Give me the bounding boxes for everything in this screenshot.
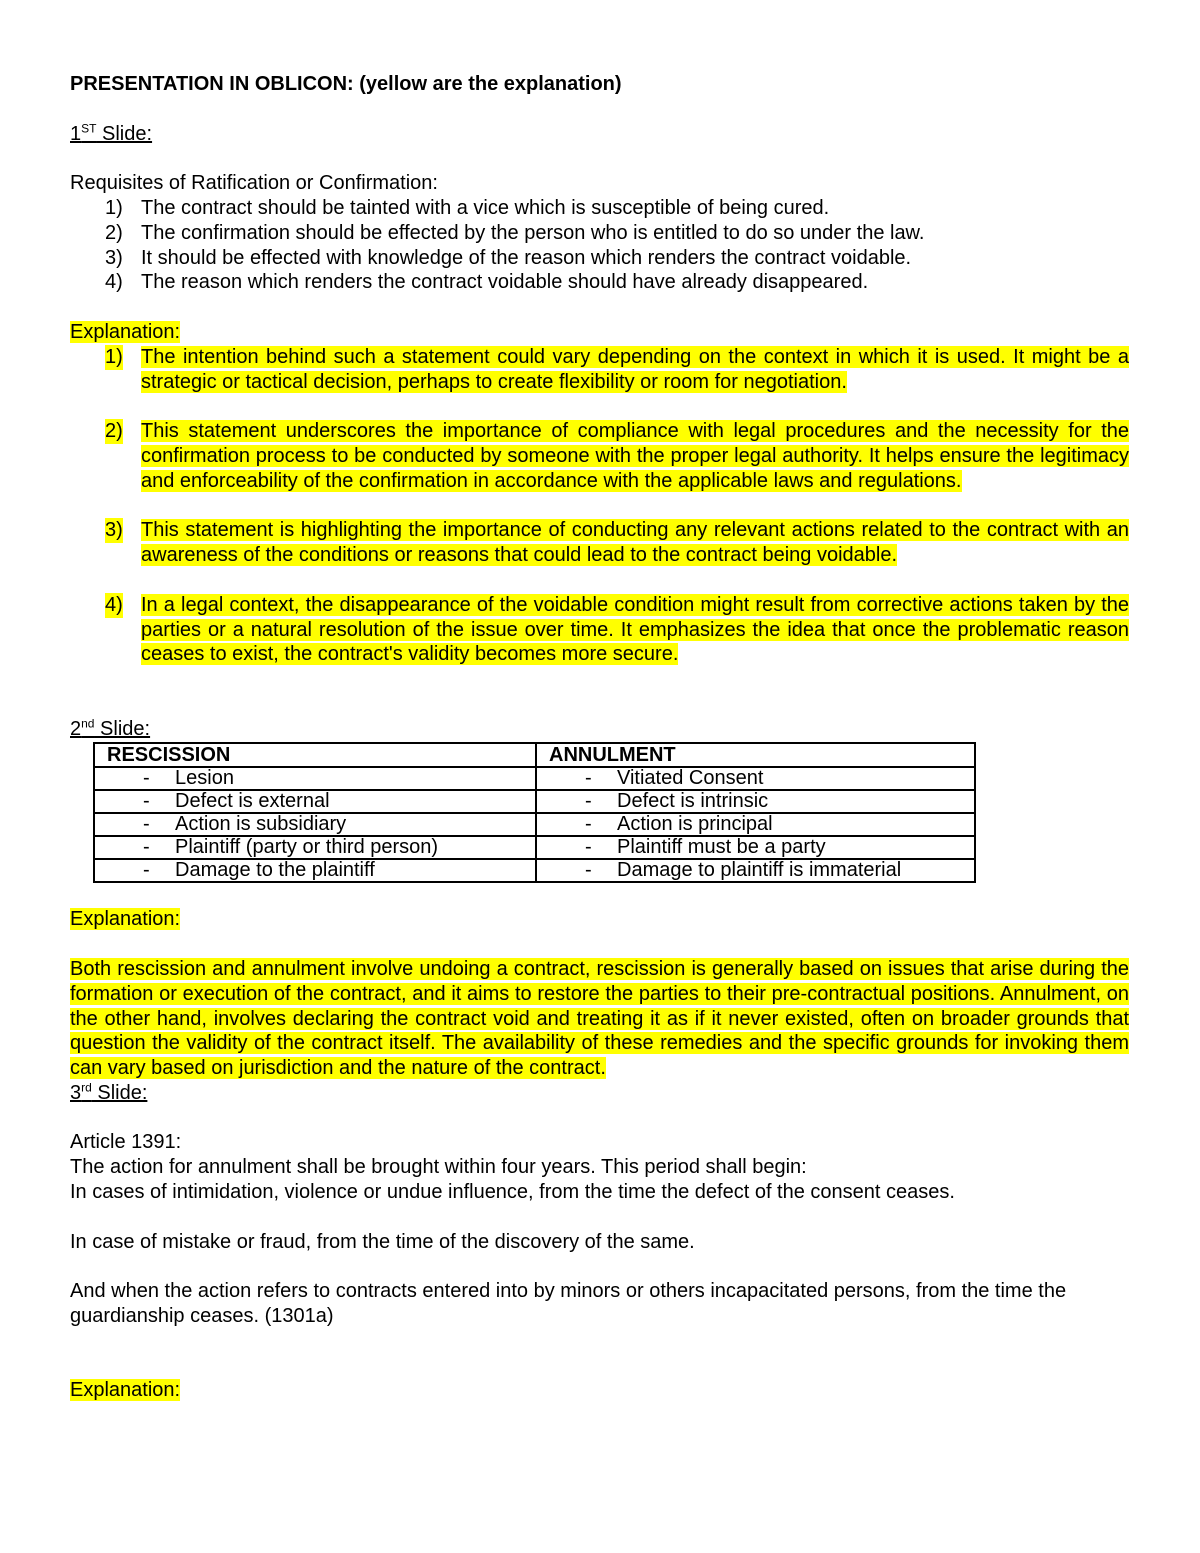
explanation-list (70, 345, 1129, 667)
list-item: 1) The intention behind such a statement could vary depending on the context in which it is used. It might be a strategic or tactical decision, perhaps to create flexibility or room for negotiation. (105, 345, 1129, 393)
list-item: 1) The contract should be tainted with a vice which is susceptible of being cured. (105, 196, 830, 219)
list-item: 2) The confirmation should be effected by the person who is entitled to do so under the law. (105, 221, 925, 244)
list-item: 3) It should be effected with knowledge of the reason which renders the contract voidable. (105, 246, 912, 269)
table-row (94, 859, 975, 882)
list-item: 4) The reason which renders the contract voidable should have already disappeared. (105, 271, 869, 294)
list-item: 3) This statement is highlighting the importance of conducting any relevant actions related to the contract with an awareness of the conditions or reasons that could lead to the contract being voidable. (105, 519, 1129, 567)
slide1-label: 1ST Slide: (70, 120, 153, 145)
requisites-heading: Requisites of Ratification or Confirmation: (70, 172, 438, 195)
table-cell: - Plaintiff (party or third person) (94, 836, 536, 859)
article-line-1: The action for annulment shall be brought within four years. This period shall begin: (70, 1156, 807, 1179)
requisites-list (70, 196, 1129, 295)
table-row (94, 790, 975, 813)
slide2-label: 2nd Slide: (70, 716, 151, 740)
table-cell: - Defect is intrinsic (536, 790, 975, 813)
slide3-label: 3rd Slide: (70, 1080, 148, 1104)
table-row (94, 767, 975, 790)
article-heading: Article 1391: (70, 1131, 182, 1154)
list-item: 2) This statement underscores the importance of compliance with legal procedures and the necessity for the confirmation process to be conducted by someone with the proper legal authority. It helps ensure the legitimacy and enforceability of the confirmation in accordance with the applicable laws and regulations. (105, 420, 1129, 492)
table-cell: - Vitiated Consent (536, 767, 975, 790)
slide1-explanation-label: Explanation: (70, 320, 181, 343)
table-header-row (94, 743, 975, 767)
slide3-explanation-label: Explanation: (70, 1379, 181, 1402)
table-cell: - Damage to plaintiff is immaterial (536, 859, 975, 882)
document-title: PRESENTATION IN OBLICON: (yellow are the explanation) (70, 73, 622, 95)
table-cell: - Action is subsidiary (94, 813, 536, 836)
article-line-3: In case of mistake or fraud, from the time of the discovery of the same. (70, 1230, 695, 1253)
article-line-2: In cases of intimidation, violence or undue influence, from the time the defect of the consent ceases. (70, 1181, 955, 1204)
slide2-explanation-label: Explanation: (70, 908, 181, 931)
table-cell: - Defect is external (94, 790, 536, 813)
table-header: RESCISSION (94, 743, 536, 767)
document-page (70, 72, 1129, 1403)
list-item: 4) In a legal context, the disappearance of the voidable condition might result from corrective actions taken by the parties or a natural resolution of the issue over time. It emphasizes the idea that once the problematic reason ceases to exist, the contract's validity becomes more secure. (105, 593, 1129, 666)
table-cell: - Damage to the plaintiff (94, 859, 536, 882)
table-cell: - Lesion (94, 767, 536, 790)
article-line-4: And when the action refers to contracts entered into by minors or others incapacitated persons, from the time the guardianship ceases. (1301a) (70, 1280, 1067, 1328)
table-row (94, 836, 975, 859)
table-cell: - Action is principal (536, 813, 975, 836)
table-header: ANNULMENT (536, 743, 975, 767)
slide2-explanation: Both rescission and annulment involve undoing a contract, rescission is generally based on issues that arise during the formation or execution of the contract, and it aims to restore the parties to their pre-contractual positions. Annulment, on the other hand, involves declaring the contract void and treating it as if it never existed, often on broader grounds that question the validity of the contract itself. The availability of these remedies and the specific grounds for invoking them can vary based on jurisdiction and the nature of the contract. (70, 957, 1129, 1080)
comparison-table (93, 742, 976, 883)
table-cell: - Plaintiff must be a party (536, 836, 975, 859)
table-row (94, 813, 975, 836)
